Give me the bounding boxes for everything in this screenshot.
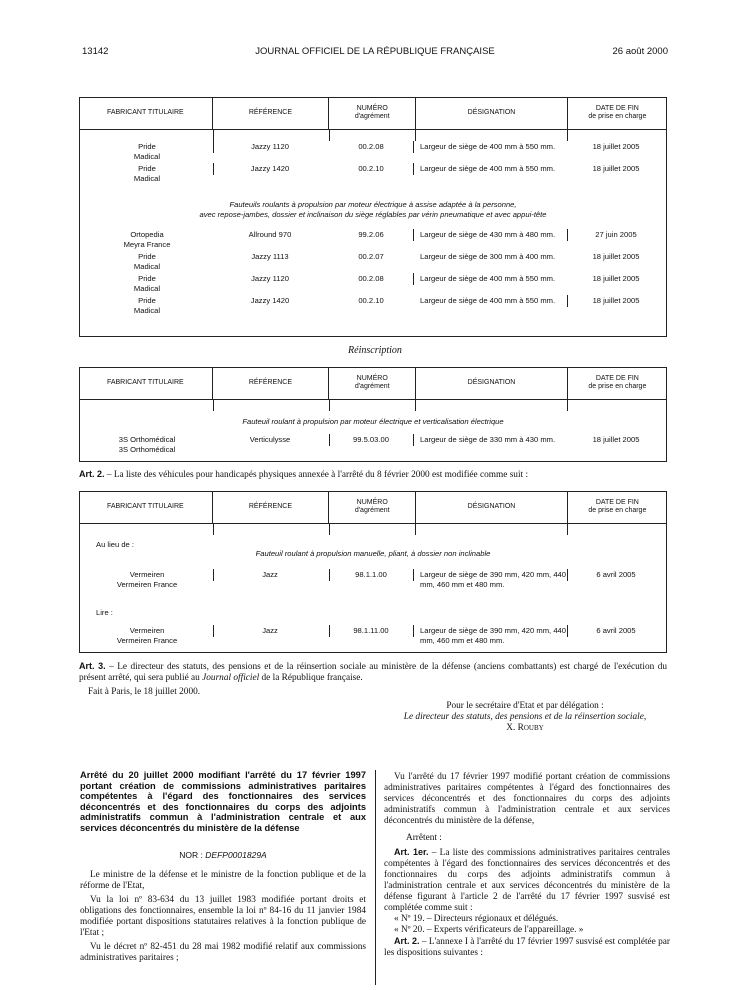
col-reference: RÉFÉRENCE [212,491,328,524]
category-label: avec repose-jambes, dossier et inclinaison du siège réglables par vérin pneumatique et avec appui-tête [199,210,547,219]
fabricant-cell: Vermeiren Vermeiren France [116,570,178,589]
fabricant-cell: Pride Madical [133,252,161,271]
reference-cell: Jazz [262,626,278,635]
numero-cell: 98.1.11.00 [353,626,389,635]
designation-cell: Largeur de siège de 400 mm à 550 mm. [420,142,556,151]
numero-cell: 00.2.08 [358,142,384,151]
reference-cell: Allround 970 [248,230,292,239]
numero-cell: 00.2.07 [358,252,384,261]
paragraph: Vu la loi nº 83-634 du 13 juillet 1983 modifiée portant droits et obligations des fonctionnaires, ensemble la loi nº 84-16 du 11 janvier 1984 modifiée portant dispositions statutaires relatives à la fonction publique de l'Etat ; [80,895,366,938]
date-cell: 6 avril 2005 [596,570,636,579]
arrete-title: Arrêté du 20 juillet 2000 modifiant l'arrêté du 17 février 1997 portant création de commissions administratives paritaires compétentes à l'égard des fonctionnaires des services déconcentrés et des fonctionnaires du corps des adjoints administratifs commun à l'administration centrale et aux services déconcentrés du ministère de la défense [80,770,366,833]
numero-cell: 00.2.10 [358,164,384,173]
col-reference: RÉFÉRENCE [212,97,328,130]
col-fabricant: FABRICANT TITULAIRE [79,367,212,400]
numero-cell: 00.2.10 [358,296,384,305]
reference-cell: Jazz [262,570,278,579]
category-label: Fauteuil roulant à propulsion manuelle, pliant, à dossier non inclinable [255,549,491,558]
date-cell: 27 juin 2005 [595,230,637,239]
section-title-reinscription: Réinscription [348,345,402,356]
date-cell: 18 juillet 2005 [592,296,640,305]
fabricant-cell: Pride Madical [133,164,161,183]
col-date: DATE DE FIN de prise en charge [567,367,667,400]
reference-cell: Jazzy 1420 [250,164,290,173]
col-numero: NUMÉRO d'agrément [329,97,416,130]
date-cell: 18 juillet 2005 [592,435,640,444]
date-cell: 18 juillet 2005 [592,164,640,173]
reference-cell: Jazzy 1120 [251,274,289,283]
fabricant-cell: 3S Orthomédical 3S Orthomédical [118,435,176,454]
col-designation: DÉSIGNATION [416,491,567,524]
designation-cell: Largeur de siège de 390 mm, 420 mm, 440 mm, 460 mm et 480 mm. [420,626,566,645]
col-date: DATE DE FIN de prise en charge [567,491,667,524]
page-date: 26 août 2000 [612,46,668,57]
article-2-annexe: Art. 2. – L'annexe I à l'arrêté du 17 février 1997 susvisé est complétée par les dispositions suivantes : [384,936,670,958]
article-1: Art. 1er. – La liste des commissions administratives paritaires centrales compétentes à l'égard des fonctionnaires des services déconcentrés et des fonctionnaires du corps des adjoints administratifs commun à l'administration centrale et aux services déconcentrés du ministère de la défense figurant à l'article 2 de l'arrêté du 17 février 1997 susvisé est complétée comme suit : [384,847,670,913]
article-2: Art. 2. – La liste des véhicules pour handicapés physiques annexée à l'arrêté du 8 février 2000 est modifiée comme suit : [79,469,529,480]
article-3: Art. 3. – Le directeur des statuts, des pensions et de la réinsertion sociale au ministère de la défense (anciens combattants) est chargé de l'exécution du présent arrêté, qui sera publié au Journal officiel de la République française. [79,661,668,683]
left-column-text [80,870,366,964]
col-numero: NUMÉRO d'agrément [329,367,416,400]
reference-cell: Jazzy 1113 [251,252,289,261]
category-label: Fauteuil roulant à propulsion par moteur électrique et verticalisation électrique [242,417,504,426]
reference-cell: Verticulysse [249,435,291,444]
col-designation: DÉSIGNATION [416,97,567,130]
fabricant-cell: Ortopedia Meyra France [123,230,171,249]
col-designation: DÉSIGNATION [416,367,567,400]
designation-cell: Largeur de siège de 300 mm à 400 mm. [420,252,556,261]
category-label: Fauteuils roulants à propulsion par moteur électrique à assise adaptée à la personne, [229,200,517,209]
place-date: Fait à Paris, le 18 juillet 2000. [88,687,201,697]
designation-cell: Largeur de siège de 330 mm à 430 mm. [420,435,556,444]
col-reference: RÉFÉRENCE [212,367,328,400]
designation-cell: Largeur de siège de 400 mm à 550 mm. [420,274,556,283]
reference-cell: Jazzy 1420 [250,296,290,305]
paragraph: Vu le décret nº 82-451 du 28 mai 1982 modifié relatif aux commissions administratives paritaires ; [80,942,366,963]
journal-title: JOURNAL OFFICIEL DE LA RÉPUBLIQUE FRANÇAISE [255,46,495,57]
col-date: DATE DE FIN de prise en charge [567,97,667,130]
designation-cell: Largeur de siège de 400 mm à 550 mm. [420,296,556,305]
paragraph: Le ministre de la défense et le ministre de la fonction publique et de la réforme de l'Etat, [80,870,366,891]
au-lieu-de-label: Au lieu de : [96,540,134,549]
right-column-text [384,772,670,959]
col-fabricant: FABRICANT TITULAIRE [79,491,212,524]
signature-line-2: Le directeur des statuts, des pensions et de la réinsertion sociale, [403,712,647,722]
col-numero: NUMÉRO d'agrément [329,491,416,524]
date-cell: 18 juillet 2005 [592,142,640,151]
date-cell: 6 avril 2005 [596,626,636,635]
designation-cell: Largeur de siège de 430 mm à 480 mm. [420,230,556,239]
fabricant-cell: Pride Madical [133,142,161,161]
list-item: « Nº 20. – Experts vérificateurs de l'appareillage. » [394,925,584,935]
nor-reference: NOR : DEFP0001829A [179,850,267,860]
fabricant-cell: Vermeiren Vermeiren France [116,626,178,645]
designation-cell: Largeur de siège de 390 mm, 420 mm, 440 mm, 460 mm et 480 mm. [420,570,566,589]
numero-cell: 99.5.03.00 [353,435,389,444]
numero-cell: 99.2.06 [358,230,384,239]
lire-label: Lire : [96,608,113,617]
table-3-header [79,491,667,524]
date-cell: 18 juillet 2005 [592,252,640,261]
signatory-name: X. Rouby [506,723,544,733]
reference-cell: Jazzy 1120 [251,142,289,151]
date-cell: 18 juillet 2005 [592,274,640,283]
numero-cell: 00.2.08 [358,274,384,283]
fabricant-cell: Pride Madical [133,296,161,315]
fabricant-cell: Pride Madical [133,274,161,293]
page-number: 13142 [82,46,109,57]
signature-line-1: Pour le secrétaire d'Etat et par délégation : [446,701,604,711]
numero-cell: 98.1.1.00 [355,570,387,579]
table-2-header [79,367,667,400]
paragraph: Vu l'arrêté du 17 février 1997 modifié portant création de commissions administratives paritaires compétentes à l'égard des fonctionnaires des services déconcentrés et des fonctionnaires du corps des adjoints administratifs commun à l'administration centrale et aux services déconcentrés du ministère de la défense, [384,772,670,826]
col-fabricant: FABRICANT TITULAIRE [79,97,212,130]
list-item: « Nº 19. – Directeurs régionaux et délégués. [394,914,559,924]
arretent-label: Arrêtent : [406,833,442,843]
designation-cell: Largeur de siège de 400 mm à 550 mm. [420,164,556,173]
table-1-header [79,97,667,130]
